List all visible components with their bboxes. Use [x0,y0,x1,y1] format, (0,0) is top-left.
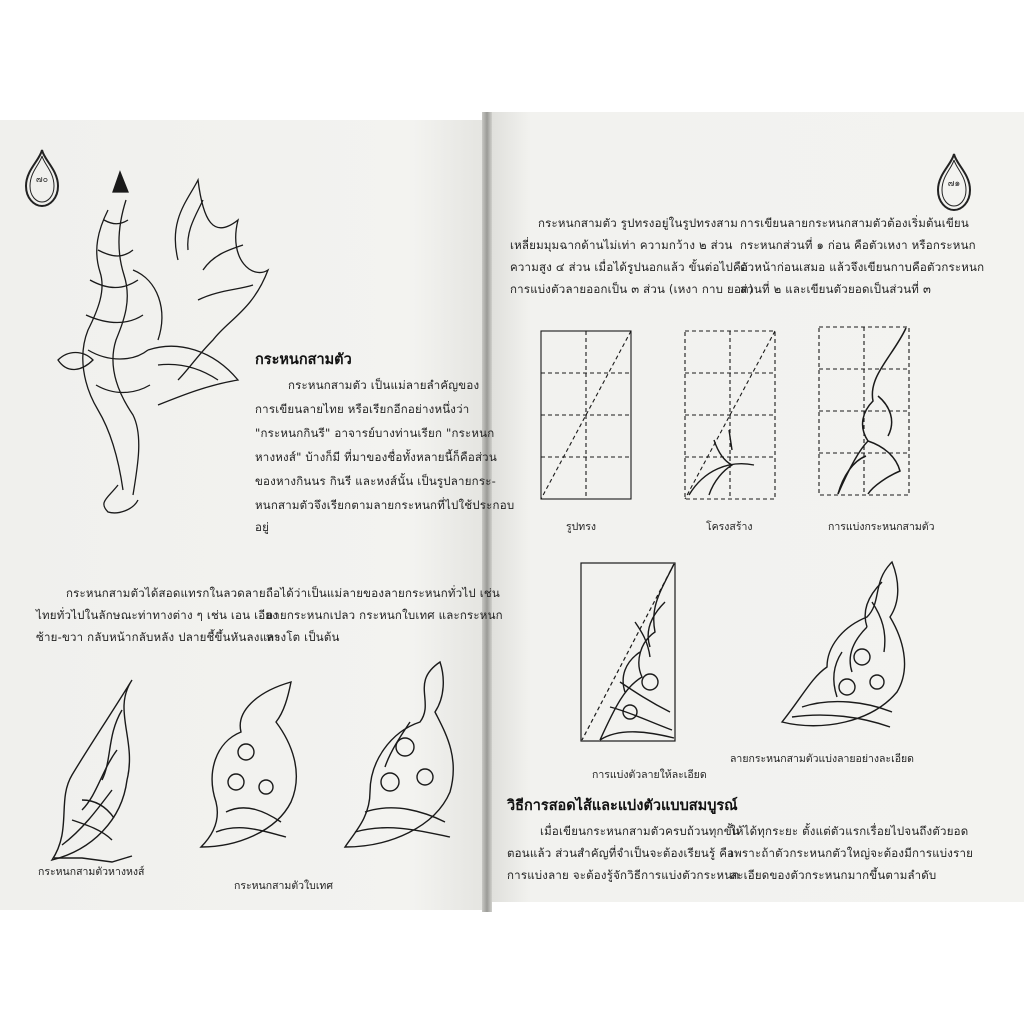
kranok-baithet-illustration-2 [340,662,460,852]
text-line: การแบ่งลาย จะต้องรู้จักวิธีการแบ่งตัวกระหนก [507,868,740,882]
text-line: เพราะถ้าตัวกระหนกตัวใหญ่จะต้องมีการแบ่งราย [730,846,974,860]
kranok-baithet-illustration-1 [196,682,306,852]
text-line: "กระหนกกินรี" อาจารย์บางท่านเรียก "กระหนก [255,426,495,440]
text-line: ละเอียดของตัวกระหนกมากขึ้นตามลำดับ [730,868,937,882]
right-section-title: วิธีการสอดไส้และแบ่งตัวแบบสมบูรณ์ [507,798,738,814]
kranok-detailed-pattern-illustration [772,562,912,742]
text-line: ความสูง ๔ ส่วน เมื่อได้รูปนอกแล้ว ขั้นต่อไปคือ [510,260,749,274]
left-page-number: ๗๐ [35,175,49,185]
text-line: การเขียนลายกระหนกสามตัวต้องเริ่มต้นเขียน [740,216,969,230]
kinnari-illustration [38,180,268,520]
text-line: อยู่ [255,520,270,534]
grid-diagram-shape [540,330,632,500]
text-line: ลายกระหนกเปลว กระหนกใบเทศ และกระหนก [266,608,503,622]
caption-kranok-baithet: กระหนกสามตัวใบเทศ [234,880,334,892]
grid-diagram-structure [684,330,776,500]
caption-detail-pattern: ลายกระหนกสามตัวแบ่งลายอย่างละเอียด [730,753,914,765]
caption-kranok-hanghong: กระหนกสามตัวหางหงส์ [38,866,145,878]
text-line: เมื่อเขียนกระหนกสามตัวครบถ้วนทุกขั้น [540,824,740,838]
caption-division: การแบ่งกระหนกสามตัว [828,521,935,533]
text-line: ถือได้ว่าเป็นแม่ลายของลายกระหนกทั่วไป เช่น [266,586,500,600]
text-line: ไทยทั่วไปในลักษณะท่าทางต่าง ๆ เช่น เอน เอียง [36,608,279,622]
right-page-number: ๗๑ [947,179,961,189]
text-line: กระหนกสามตัว รูปทรงอยู่ในรูปทรงสาม [538,216,739,230]
caption-shape: รูปทรง [566,521,596,533]
right-page-number-ornament [934,152,974,212]
text-line: หนกสามตัวจึงเรียกตามลายกระหนกที่ไปใช้ประกอบ [255,498,515,512]
text-line: หางหงส์" บ้างก็มี ที่มาของชื่อทั้งหลายนี้ก็คือส่วน [255,450,497,464]
text-line: การเขียนลายไทย หรือเรียกอีกอย่างหนึ่งว่า [255,402,470,416]
kranok-hanghong-illustration [42,680,152,870]
text-line: ตอนแล้ว ส่วนสำคัญที่จำเป็นจะต้องเรียนรู้ คือ [507,846,735,860]
text-line: หางโต เป็นต้น [266,630,340,644]
left-section-title: กระหนกสามตัว [255,352,352,368]
text-line: กระหนกสามตัว เป็นแม่ลายลำคัญของ [288,378,480,392]
caption-detail-division: การแบ่งตัวลายให้ละเอียด [592,769,707,781]
caption-structure: โครงสร้าง [706,521,753,533]
text-line: ซ้าย-ขวา กลับหน้ากลับหลัง ปลายชี้ขึ้นหันลงและ [36,630,281,644]
grid-diagram-detail-division [580,562,676,742]
text-line: เหลี่ยมมุมฉากด้านไม่เท่า ความกว้าง ๒ ส่วน [510,238,733,252]
text-line: ตัวหน้าก่อนเสมอ แล้วจึงเขียนกาบคือตัวกระหนก [740,260,985,274]
text-line: ของหางกินนร กินรี และหงส์นั้น เป็นรูปลายกระ- [255,474,496,488]
text-line: การแบ่งตัวลายออกเป็น ๓ ส่วน (เหงา กาบ ยอด) [510,282,754,296]
text-line: ส่วนที่ ๒ และเขียนตัวยอดเป็นส่วนที่ ๓ [740,282,932,296]
text-line: กระหนกสามตัวได้สอดแทรกในลวดลาย [66,586,266,600]
text-line: กระหนกส่วนที่ ๑ ก่อน คือตัวเหงา หรือกระหนก [740,238,976,252]
text-line: ให้ได้ทุกระยะ ตั้งแต่ตัวแรกเรื่อยไปจนถึงตัวยอด [730,824,969,838]
grid-diagram-division [818,326,910,496]
